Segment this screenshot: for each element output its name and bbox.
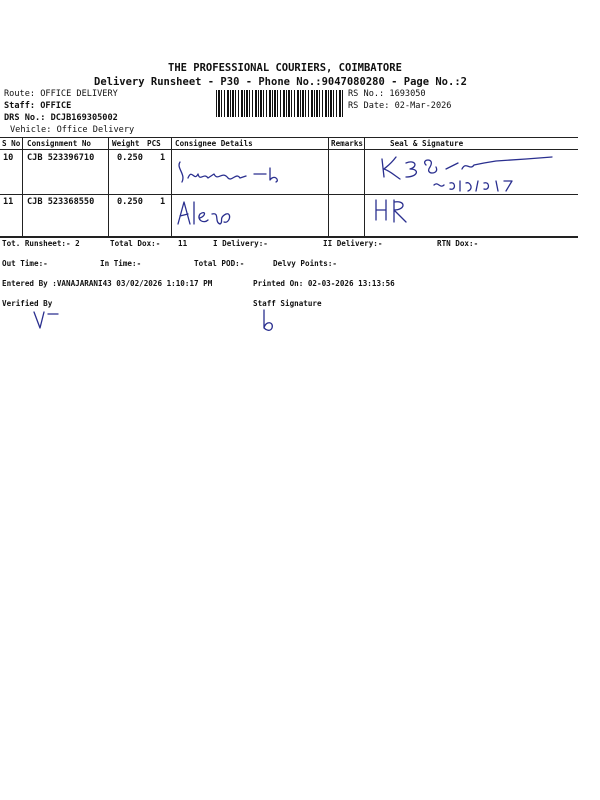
i-delivery: I Delivery:- [213, 239, 268, 248]
in-time: In Time:- [100, 259, 142, 268]
table-top-border [0, 137, 578, 138]
row2-seal-signature [370, 196, 430, 226]
barcode-image [216, 90, 344, 117]
tot-runsheet: Tot. Runsheet:- 2 [2, 239, 80, 248]
table-header-border [0, 149, 578, 150]
row2-consignee-signature [174, 196, 254, 232]
table-bottom-border [0, 236, 578, 238]
header-seal-signature: Seal & Signature [390, 139, 464, 148]
row2-weight: 0.250 [117, 197, 143, 207]
header-pcs: PCS [147, 139, 161, 148]
staff-signature-label: Staff Signature [253, 299, 322, 308]
total-dox-label: Total Dox:- [110, 239, 161, 248]
header-consignee: Consignee Details [175, 139, 253, 148]
col-divider-consignee [328, 137, 329, 236]
printed-on: Printed On: 02-03-2026 13:13:56 [253, 279, 395, 288]
rtn-dox: RTN Dox:- [437, 239, 479, 248]
route-text: Route: OFFICE DELIVERY [4, 89, 118, 99]
entered-by: Entered By :VANAJARANI43 03/02/2026 1:10:17 PM [2, 279, 213, 288]
col-divider-pcs [171, 137, 172, 236]
row1-weight: 0.250 [117, 153, 143, 163]
staff-text: Staff: OFFICE [4, 101, 72, 111]
row2-pcs: 1 [160, 197, 166, 207]
vehicle-text: Vehicle: Office Delivery [10, 125, 135, 135]
row1-consignment: CJB 523396710 [27, 153, 95, 163]
out-time: Out Time:- [2, 259, 48, 268]
col-divider-consignment [108, 137, 109, 236]
company-name: THE PROFESSIONAL COURIERS, COIMBATORE [168, 62, 402, 74]
total-dox-value: 11 [178, 239, 188, 248]
ii-delivery: II Delivery:- [323, 239, 383, 248]
row1-pcs: 1 [160, 153, 166, 163]
row2-sno: 11 [3, 197, 14, 207]
row1-consignee-signature [174, 152, 326, 192]
verified-by-signature [30, 306, 70, 330]
header-weight: Weight [112, 139, 140, 148]
col-divider-sno [22, 137, 23, 236]
drs-number: DRS No.: DCJB169305002 [4, 113, 118, 123]
header-consignment: Consignment No [27, 139, 92, 148]
total-pod: Total POD:- [194, 259, 245, 268]
table-row-divider [0, 194, 578, 195]
rs-date: RS Date: 02-Mar-2026 [348, 101, 452, 111]
delvy-points: Delvy Points:- [273, 259, 338, 268]
verified-by-label: Verified By [2, 299, 53, 308]
staff-signature-mark [256, 308, 286, 332]
header-sno: S No [2, 139, 21, 148]
header-remarks: Remarks [331, 139, 364, 148]
rs-number: RS No.: 1693050 [348, 89, 426, 99]
row1-seal-signature [366, 151, 578, 193]
row1-sno: 10 [3, 153, 14, 163]
col-divider-remarks [364, 137, 365, 236]
runsheet-subtitle: Delivery Runsheet - P30 - Phone No.:9047080280 - Page No.:2 [94, 76, 467, 88]
row2-consignment: CJB 523368550 [27, 197, 95, 207]
